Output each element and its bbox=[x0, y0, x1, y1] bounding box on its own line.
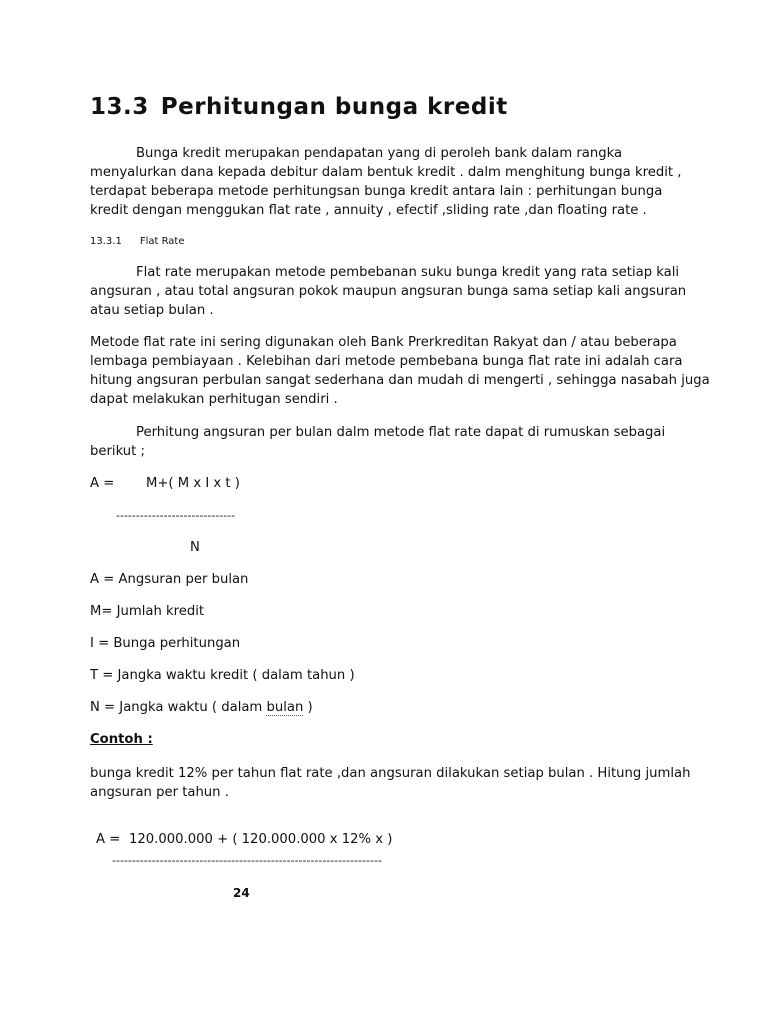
subsection-heading bbox=[90, 236, 185, 247]
paragraph-line: Flat rate merupakan metode pembebanan suku bunga kredit yang rata setiap kali bbox=[136, 265, 680, 280]
paragraph-line: angsuran per tahun . bbox=[90, 785, 229, 800]
paragraph-line: Bunga kredit merupakan pendapatan yang di peroleh bank dalam rangka bbox=[136, 146, 623, 161]
paragraph-line: hitung angsuran perbulan sangat sederhana dan mudah di mengerti , sehingga nasabah juga bbox=[90, 373, 710, 388]
definition-m: M= Jumlah kredit bbox=[90, 604, 205, 619]
formula-divider: ------------------------------ bbox=[116, 509, 236, 522]
page-number: 24 bbox=[233, 886, 250, 900]
flat-rate-paragraph bbox=[90, 263, 690, 320]
example-paragraph bbox=[90, 764, 690, 802]
example-calc-divider: -------------------------------------------------------------------- bbox=[112, 854, 382, 867]
subsection-number: 13.3.1 bbox=[90, 236, 122, 247]
subsection-title: Flat Rate bbox=[139, 236, 185, 247]
paragraph-line: menyalurkan dana kepada debitur dalam bentuk kredit . dalm menghitung bunga kredit , bbox=[90, 165, 682, 180]
paragraph-line: angsuran , atau total angsuran pokok maupun angsuran bunga sama setiap kali angsuran bbox=[90, 284, 687, 299]
formula-denominator: N bbox=[190, 540, 200, 555]
definition-n-prefix: N = Jangka waktu ( dalam bbox=[90, 700, 267, 715]
example-calc-expression: 120.000.000 + ( 120.000.000 x 12% x ) bbox=[129, 832, 393, 847]
paragraph-line: berikut ; bbox=[90, 444, 145, 459]
paragraph-line: bunga kredit 12% per tahun flat rate ,dan angsuran dilakukan setiap bulan . Hitung jumlah bbox=[90, 766, 691, 781]
paragraph-line: lembaga pembiayaan . Kelebihan dari metode pembebana bunga flat rate ini adalah cara bbox=[90, 354, 683, 369]
example-label: Contoh : bbox=[90, 732, 153, 747]
example-calc-lhs: A = bbox=[96, 832, 121, 847]
section-heading bbox=[90, 94, 508, 120]
section-number: 13.3 bbox=[90, 94, 149, 120]
definition-i: I = Bunga perhitungan bbox=[90, 636, 241, 651]
paragraph-line: kredit dengan menggukan flat rate , annuity , efectif ,sliding rate ,dan floating rate . bbox=[90, 203, 647, 218]
definition-n-suffix: ) bbox=[303, 700, 313, 715]
definition-a: A = Angsuran per bulan bbox=[90, 572, 249, 587]
method-paragraph bbox=[90, 333, 710, 409]
definition-n bbox=[90, 700, 313, 715]
formula-intro-paragraph bbox=[90, 423, 690, 461]
formula-lhs: A = bbox=[90, 476, 115, 491]
paragraph-line: Perhitung angsuran per bulan dalm metode flat rate dapat di rumuskan sebagai bbox=[136, 425, 666, 440]
formula-numerator: M+( M x I x t ) bbox=[146, 476, 240, 491]
intro-paragraph bbox=[90, 144, 690, 220]
paragraph-line: atau setiap bulan . bbox=[90, 303, 214, 318]
paragraph-line: Metode flat rate ini sering digunakan oleh Bank Prerkreditan Rakyat dan / atau beberapa bbox=[90, 335, 677, 350]
definition-t: T = Jangka waktu kredit ( dalam tahun ) bbox=[90, 668, 355, 683]
paragraph-line: terdapat beberapa metode perhitungsan bunga kredit antara lain : perhitungan bunga bbox=[90, 184, 663, 199]
definition-n-word: bulan bbox=[266, 700, 304, 715]
section-title: Perhitungan bunga kredit bbox=[160, 94, 508, 120]
paragraph-line: dapat melakukan perhitugan sendiri . bbox=[90, 392, 338, 407]
